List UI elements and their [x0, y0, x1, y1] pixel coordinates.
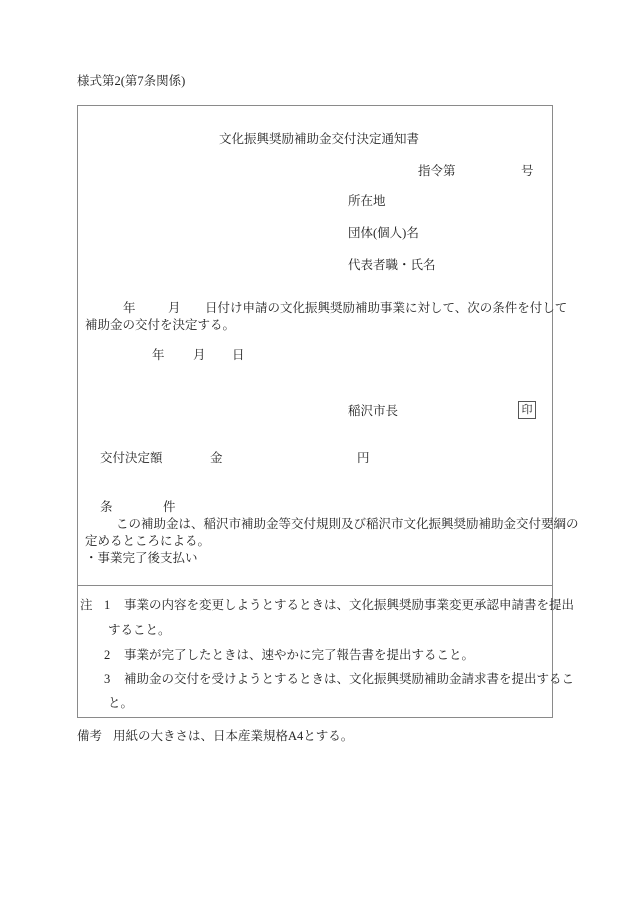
amount-label: 交付決定額	[100, 451, 163, 465]
note1-line1: 事業の内容を変更しようとするときは、文化振興奨励事業変更承認申請書を提出	[124, 598, 575, 612]
recipient-address-label: 所在地	[348, 194, 386, 208]
note1-line2: すること。	[108, 623, 171, 637]
note2-number: 2	[104, 648, 111, 662]
application-date-month: 月	[168, 301, 181, 315]
note3-line2: と。	[108, 696, 134, 710]
recipient-name-label: 団体(個人)名	[348, 226, 419, 240]
seal-box	[518, 401, 536, 419]
conditions-heading-char2: 件	[163, 500, 176, 514]
body-line1: 日付け申請の文化振興奨励補助事業に対して、次の条件を付して	[205, 301, 568, 315]
decision-date-year: 年	[152, 348, 165, 362]
decision-date-day: 日	[232, 348, 245, 362]
notes-label: 注	[80, 598, 93, 612]
notes-divider	[77, 585, 553, 586]
application-date-year: 年	[123, 301, 136, 315]
seal-mark-icon: 印	[521, 403, 533, 416]
form-style-label: 様式第2(第7条関係)	[77, 74, 186, 88]
recipient-representative-label: 代表者職・氏名	[348, 258, 436, 272]
note1-number: 1	[104, 598, 111, 612]
note2-line1: 事業が完了したときは、速やかに完了報告書を提出すること。	[124, 648, 475, 662]
remark-label: 備考	[77, 729, 103, 743]
issuer-mayor-title: 稲沢市長	[348, 404, 399, 418]
directive-number-suffix: 号	[521, 164, 534, 178]
decision-date-month: 月	[193, 348, 206, 362]
conditions-line2: 定めるところによる。	[85, 534, 211, 548]
note3-number: 3	[104, 672, 111, 686]
directive-number-prefix: 指令第	[418, 164, 456, 178]
remark-text: 用紙の大きさは、日本産業規格A4とする。	[113, 729, 354, 743]
document-title: 文化振興奨励補助金交付決定通知書	[219, 132, 420, 146]
note3-line1: 補助金の交付を受けようとするときは、文化振興奨励補助金請求書を提出するこ	[124, 672, 575, 686]
amount-prefix: 金	[210, 451, 223, 465]
amount-suffix: 円	[357, 451, 370, 465]
body-line2: 補助金の交付を決定する。	[85, 318, 236, 332]
conditions-line3: ・事業完了後支払い	[85, 551, 198, 565]
conditions-line1: この補助金は、稲沢市補助金等交付規則及び稲沢市文化振興奨励補助金交付要綱の	[116, 517, 579, 531]
conditions-heading-char1: 条	[100, 500, 113, 514]
